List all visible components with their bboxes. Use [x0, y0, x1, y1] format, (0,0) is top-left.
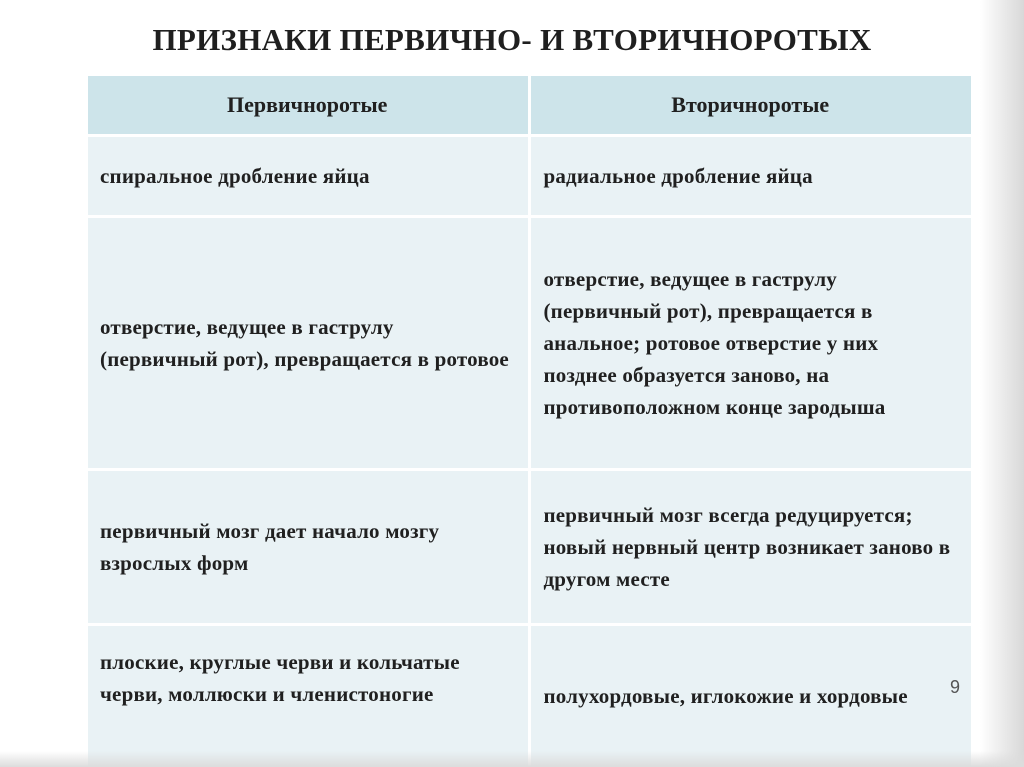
table-row — [88, 625, 973, 767]
table-row — [88, 470, 973, 625]
table-cell: отверстие, ведущее в гаструлу (первичный рот), превращается в ротовое — [88, 217, 530, 470]
table-header-cell: Вторичноротые — [530, 76, 973, 136]
table-row — [88, 217, 973, 470]
table-cell: спиральное дробление яйца — [88, 136, 530, 217]
slide-edge-shadow — [980, 0, 1024, 767]
table-row — [88, 136, 973, 217]
slide-bottom-shadow — [0, 751, 1024, 767]
comparison-table — [88, 76, 974, 767]
table-header-cell: Первичноротые — [88, 76, 530, 136]
table-cell: первичный мозг всегда редуцируется; новый нервный центр возникает заново в другом месте — [530, 470, 973, 625]
table-cell: отверстие, ведущее в гаструлу (первичный рот), превращается в анальное; ротовое отверстие у них позднее образуется заново, на противоположном конце зародыша — [530, 217, 973, 470]
table-cell: радиальное дробление яйца — [530, 136, 973, 217]
table-cell: первичный мозг дает начало мозгу взрослых форм — [88, 470, 530, 625]
table-header-row — [88, 76, 973, 136]
table-cell: плоские, круглые черви и кольчатые черви, моллюски и членистоногие — [88, 625, 530, 767]
table-cell: полухордовые, иглокожие и хордовые — [530, 625, 973, 767]
slide-title: ПРИЗНАКИ ПЕРВИЧНО- И ВТОРИЧНОРОТЫХ — [152, 22, 872, 57]
page-number: 9 — [950, 677, 961, 697]
